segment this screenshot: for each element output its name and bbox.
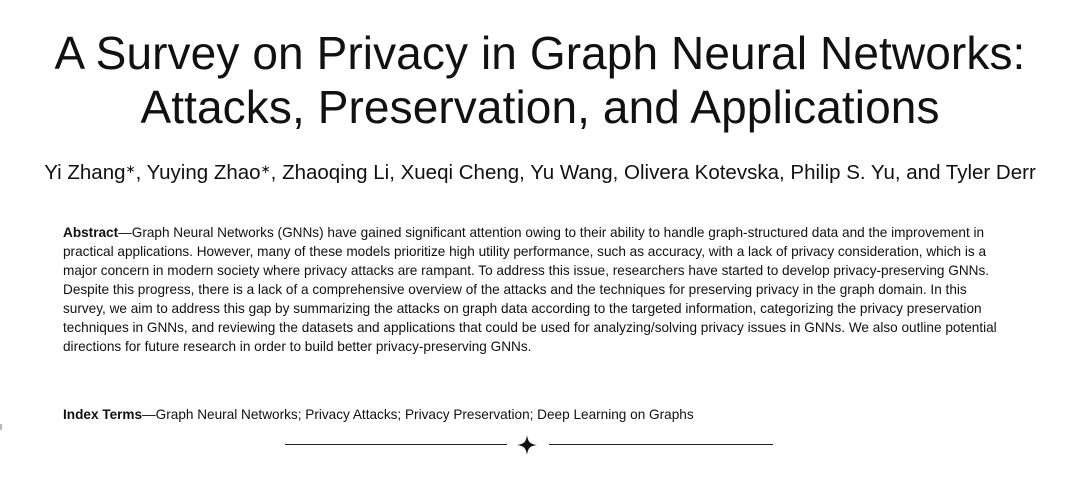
author-name: Philip S. Yu <box>790 161 895 184</box>
index-terms-text: Graph Neural Networks; Privacy Attacks; Privacy Preservation; Deep Learning on Graphs <box>155 407 694 422</box>
index-terms-label: Index Terms <box>63 407 143 422</box>
author-separator: , <box>270 161 283 184</box>
author-separator: , <box>389 161 401 184</box>
paper-title-line-2: Attacks, Preservation, and Applications <box>140 81 940 133</box>
author-name: Xueqi Cheng <box>400 161 520 184</box>
section-divider-right-rule <box>549 444 773 445</box>
section-divider-left-rule <box>285 444 507 445</box>
author-separator: , <box>612 161 625 184</box>
margin-mark <box>0 424 2 430</box>
author-separator: , <box>135 161 147 184</box>
abstract <box>63 223 999 356</box>
author-name: Yu Wang <box>530 161 613 184</box>
four-point-star-icon <box>516 434 538 456</box>
abstract-label: Abstract <box>63 225 119 240</box>
paper-title-line-1: A Survey on Privacy in Graph Neural Networks: <box>54 27 1026 79</box>
author-name: Olivera Kotevska <box>624 161 779 184</box>
author-separator: , <box>519 161 531 184</box>
paper-title <box>0 26 1080 134</box>
equal-contribution-mark: ∗ <box>125 162 136 176</box>
author-name: Tyler Derr <box>945 161 1036 184</box>
author-separator: , <box>778 161 791 184</box>
abstract-text: Graph Neural Networks (GNNs) have gained significant attention owing to their ability to handle graph-structured data and the improvement in practical applications. However, many of these models prioritize high utility performance, such as accuracy, with a lack of privacy consideration, which is a major concern in modern society where privacy attacks are rampant. To address this issue, researchers have started to develop privacy-preserving GNNs. Despite this progress, there is a lack of a comprehensive overview of the attacks and the techniques for preserving privacy in the graph domain. In this survey, we aim to address this gap by summarizing the attacks on graph data according to the targeted information, categorizing the privacy preservation techniques in GNNs, and reviewing the datasets and applications that could be used for analyzing/solving privacy issues in GNNs. We also outline potential directions for future research in order to build better privacy-preserving GNNs. <box>63 225 997 354</box>
author-name: Yi Zhang <box>44 161 126 184</box>
author-name: Zhaoqing Li <box>282 161 390 184</box>
author-separator: , and <box>894 161 946 184</box>
equal-contribution-mark: ∗ <box>260 162 271 176</box>
author-name: Yuying Zhao <box>146 161 261 184</box>
index-terms <box>63 405 999 424</box>
abstract-dash: — <box>118 225 132 240</box>
index-terms-dash: — <box>142 407 156 422</box>
author-list <box>0 160 1080 186</box>
